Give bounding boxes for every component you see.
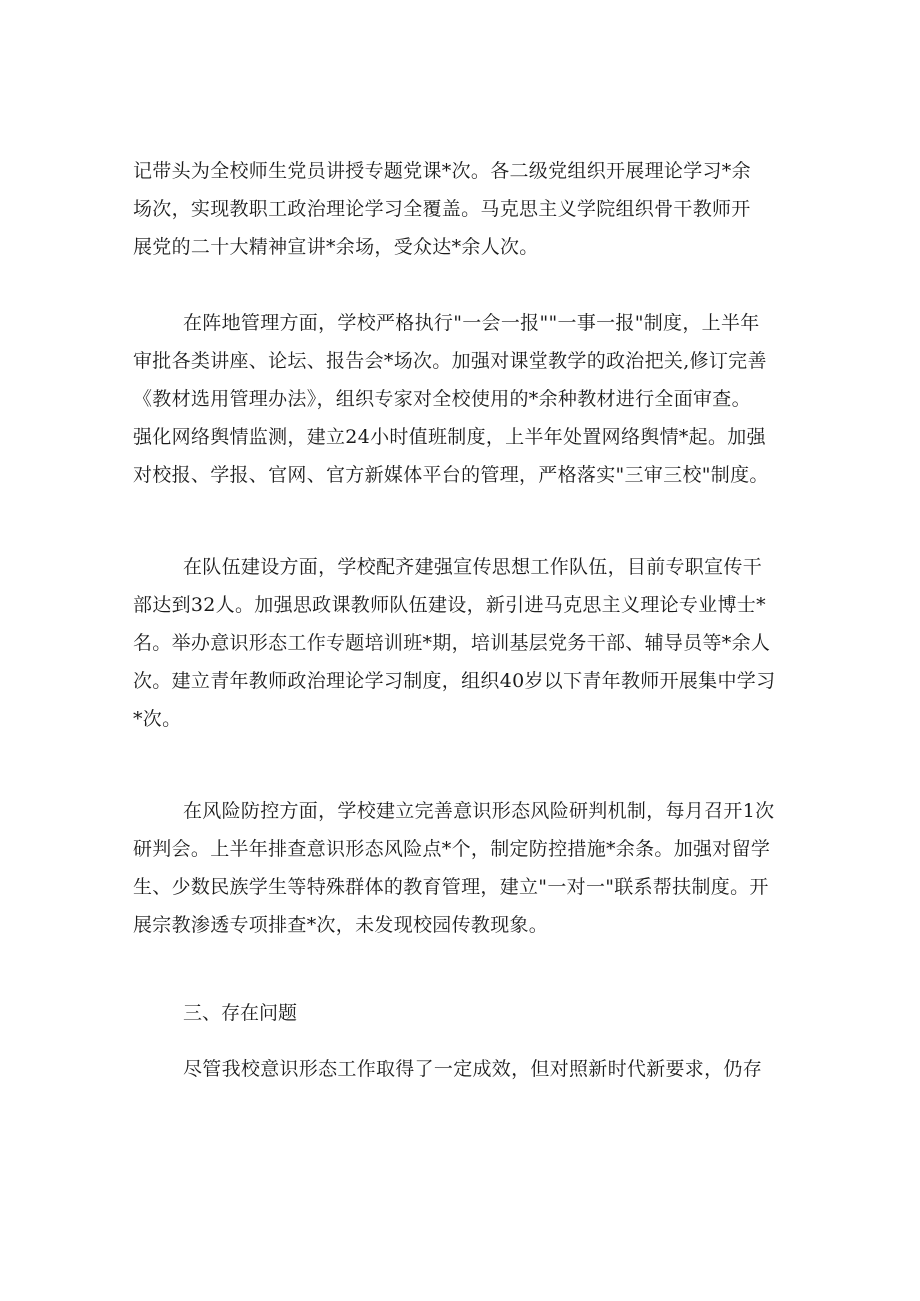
paragraph-team-building xyxy=(133,548,795,738)
text-line: 次。建立青年教师政治理论学习制度，组织40岁以下青年教师开展集中学习 xyxy=(133,670,776,692)
text-line: *次。 xyxy=(133,708,182,730)
paragraph-study xyxy=(133,152,795,266)
text-line: 场次，实现教职工政治理论学习全覆盖。马克思主义学院组织骨干教师开 xyxy=(133,198,751,220)
text-line: 在风险防控方面，学校建立完善意识形态风险研判机制，每月召开1次 xyxy=(183,800,775,822)
paragraph-position-management xyxy=(133,304,795,494)
text-line: 在队伍建设方面，学校配齐建强宣传思想工作队伍，目前专职宣传干 xyxy=(183,556,763,578)
text-line: 审批各类讲座、论坛、报告会*场次。加强对课堂教学的政治把关,修订完善 xyxy=(133,350,767,372)
text-line: 展党的二十大精神宣讲*余场，受众达*余人次。 xyxy=(133,236,539,258)
text-line: 展宗教渗透专项排查*次，未发现校园传教现象。 xyxy=(133,914,549,936)
text-line: 尽管我校意识形态工作取得了一定成效，但对照新时代新要求，仍存 xyxy=(183,1058,763,1080)
text-line: 在阵地管理方面，学校严格执行"一会一报""一事一报"制度，上半年 xyxy=(183,312,760,334)
text-line: 研判会。上半年排查意识形态风险点*个，制定防控措施*余条。加强对留学 xyxy=(133,838,771,860)
text-line: 部达到32人。加强思政课教师队伍建设，新引进马克思主义理论专业博士* xyxy=(133,594,766,616)
text-line: 记带头为全校师生党员讲授专题党课*次。各二级党组织开展理论学习*余 xyxy=(133,160,751,182)
paragraph-risk-control xyxy=(133,792,795,944)
section-heading: 三、存在问题 xyxy=(183,1002,298,1024)
text-line: 生、少数民族学生等特殊群体的教育管理，建立"一对一"联系帮扶制度。开 xyxy=(133,876,769,898)
text-line: 对校报、学报、官网、官方新媒体平台的管理，严格落实"三审三校"制度。 xyxy=(133,464,769,486)
text-line: 强化网络舆情监测，建立24小时值班制度，上半年处置网络舆情*起。加强 xyxy=(133,426,766,448)
paragraph-problems xyxy=(133,1050,795,1088)
text-line: 《教材选用管理办法》，组织专家对全校使用的*余种教材进行全面审查。 xyxy=(133,388,751,410)
text-line: 名。举办意识形态工作专题培训班*期，培训基层党务干部、辅导员等*余人 xyxy=(133,632,771,654)
